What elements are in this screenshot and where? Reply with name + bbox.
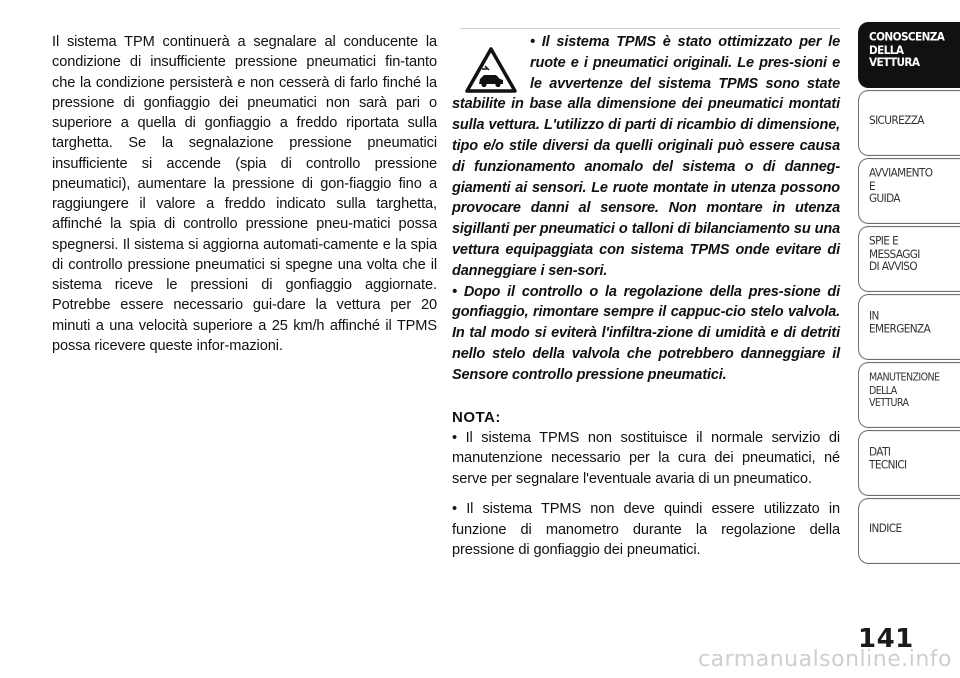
- tab-dati-tecnici[interactable]: [858, 430, 960, 496]
- tab-in-emergenza[interactable]: [858, 294, 960, 360]
- warning-triangle-car-icon: [465, 46, 517, 94]
- note-item-2: • Il sistema TPMS non deve quindi essere utilizzato in funzione di manometro durante la regolazione della pressione di gonfiaggio dei pneumatici.: [452, 501, 840, 558]
- tab-spie-e-messaggi[interactable]: [858, 226, 960, 292]
- tab-label: SPIE E MESSAGGI DI AVVISO: [869, 234, 920, 274]
- warning-top-rule: [460, 28, 840, 29]
- note-title: NOTA:: [452, 408, 501, 426]
- warning-bullet-1: • Il sistema TPMS è stato ottimizzato per le ruote e i pneumatici originali. Le pres-sioni e le avvertenze del sistema TPMS sono state stabilite in base alla dimensione dei pneumatici montati sulla vettura. L'utilizzo di parti di ricambio di dimensione, tipo e/o stile diversi da quelli originali può essere causa di funzionamento anomalo del sistema o di danneg-giamenti ai sensori. Le ruote montate in utenza possono provocare danni al sensore. Non montare in utenza sigillanti per pneumatici o talloni di bilanciamento su una vettura equipaggiata con sistema TPMS onde evitare di danneggiare i sen-sori.: [452, 34, 840, 279]
- tab-label: SICUREZZA: [869, 114, 924, 128]
- watermark: carmanualsonline.info: [698, 647, 952, 672]
- page-number: 141: [858, 624, 914, 654]
- tab-sicurezza[interactable]: [858, 90, 960, 156]
- tab-avviamento-e-guida[interactable]: [858, 158, 960, 224]
- tab-indice[interactable]: [858, 498, 960, 564]
- tab-label: AVVIAMENTO E GUIDA: [869, 166, 933, 206]
- tab-manutenzione-della-vettura[interactable]: [858, 362, 960, 428]
- tab-label: MANUTENZIONE DELLA VETTURA: [869, 371, 940, 410]
- left-column: [52, 32, 437, 356]
- note-item-1: • Il sistema TPMS non sostituisce il normale servizio di manutenzione necessario per la cura dei pneumatici, né serve per segnalare l'eventuale avaria di un pneumatico.: [452, 429, 840, 487]
- right-column: [452, 32, 840, 570]
- tab-label: CONOSCENZA DELLA VETTURA: [869, 30, 945, 70]
- tab-conoscenza-della-vettura[interactable]: [858, 22, 960, 88]
- warning-bullet-2: • Dopo il controllo o la regolazione della pres-sione di gonfiaggio, rimontare sempre il cappuc-cio stelo valvola. In tal modo si eviterà l'infiltra-zione di umidità e di detriti nello stelo della valvola che potrebbero danneggiare il Sensore controllo pressione pneumatici.: [452, 283, 840, 383]
- chapter-tabs: [858, 22, 960, 566]
- tab-label: IN EMERGENZA: [869, 309, 931, 336]
- warning-box: [452, 32, 840, 386]
- body-paragraph: Il sistema TPM continuerà a segnalare al conducente la condizione di insufficiente pressione pneumatici fin-tanto che la condizione persisterà e non cesserà di farlo finché la pressione di gonfiaggio dei pneumatici non sarà pari o superiore a quella di gonfiaggio a freddo riportata sulla targhetta. Se la segnalazione pressione pneumatici insufficiente si accende (spia di controllo pressione pneumatici), aumentare la pressione di gon-fiaggio fino a raggiungere il valore a freddo indicato sulla targhetta, affinché la spia di controllo pressione pneu-matici possa spegnersi. Il sistema si aggiorna automati-camente e la spia di controllo pressione pneumatici si spegne una volta che il sistema riceve le pressioni di gonfiaggio aggiornate. Potrebbe essere necessario gui-dare la vettura per 20 minuti a una velocità superiore a 25 km/h affinché il TPMS possa ricevere queste infor-mazioni.: [52, 34, 437, 354]
- note-section: [452, 408, 840, 561]
- tab-label: DATI TECNICI: [869, 445, 907, 472]
- tab-label: INDICE: [869, 522, 902, 536]
